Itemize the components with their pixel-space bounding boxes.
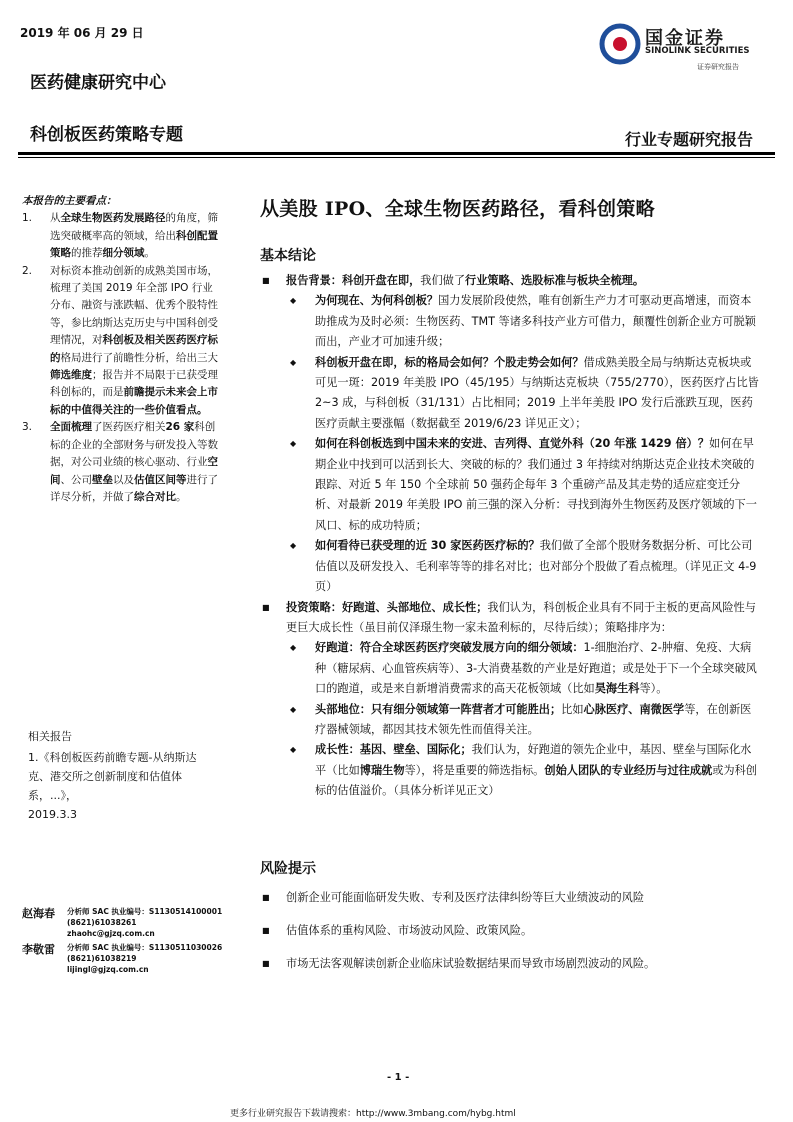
- research-center: 医药健康研究中心: [30, 73, 166, 93]
- highlight-text-run: ；报告并不局限于已获受理科创标的，而是: [50, 369, 218, 399]
- risk-list: [260, 890, 760, 989]
- bullet-text-run: 行业策略、选股标准与板块全梳理。: [465, 274, 645, 287]
- highlight-item: [22, 210, 222, 262]
- sub-bullet-item: [260, 291, 760, 352]
- risk-text: 创新企业可能面临研发失败、专利及医疗法律纠纷等巨大业绩波动的风险: [286, 891, 645, 904]
- highlight-text: [50, 263, 222, 420]
- page-number: - 1 -: [387, 1072, 410, 1083]
- report-type: 行业专题研究报告: [624, 130, 753, 149]
- highlight-text-run: 估值区间等: [134, 473, 187, 486]
- header-divider-thin: [18, 157, 775, 158]
- bullet-text-run: 我们做了: [420, 274, 466, 287]
- sub-bullet-text-run: 借成熟美股全局与纳斯达克板块或可见一斑：2019 年美股 IPO（45/195）与纳斯达克板块（755/2770），医药医疗占比皆 2~3 成，与科创板（31/131）占比相同；2019 上半年美股 IPO 发行后涨跌互现，医药医疗贡献主要涨幅（数据截至 2019/6/23 详见正文）；: [315, 355, 759, 430]
- analyst-sac: 分析师 SAC 执业编号：S1130514100001: [67, 907, 223, 916]
- sub-bullet-text-run: 我们认为，好跑道的领先企业中，基因、壁垒与国际化水平（比如: [315, 743, 752, 777]
- highlight-text-run: 科创板及相关医药医疗标的: [50, 334, 218, 364]
- risk-item: [260, 923, 760, 939]
- highlight-text-run: 对标资本推动创新的成熟美国市场，梳理了美国 2019 年全部 IPO 行业分布、融资与涨跌幅、优秀个股特性等，参比纳斯达克历史与中国科创受理情况，对: [50, 264, 218, 347]
- highlight-text-run: 进行了详尽分析，并做了: [50, 473, 218, 503]
- highlight-text-run: 壁垒: [92, 473, 113, 486]
- risk-text: 估值体系的重构风险、市场波动风险、政策风险。: [286, 924, 533, 937]
- section-risk-heading: 风险提示: [260, 861, 316, 877]
- diamond-bullet-icon: ◆: [290, 439, 297, 449]
- analyst-email[interactable]: lijingl@gjzq.com.cn: [67, 965, 149, 974]
- highlight-number: 3.: [22, 421, 33, 434]
- sub-bullet-text: [315, 536, 760, 597]
- highlight-text-run: 从: [50, 212, 61, 225]
- diamond-bullet-icon: ◆: [290, 357, 297, 367]
- highlight-text-run: 的角度，筛选突破概率高的领域，给出: [50, 212, 218, 242]
- sub-bullet-text-run: 头部地位：只有细分领域第一阵营者才可能胜出；: [315, 702, 562, 716]
- highlight-text-run: 的推荐: [71, 247, 103, 260]
- risk-item: [260, 890, 760, 906]
- related-report-date: 2019.3.3: [28, 808, 77, 821]
- highlight-text-run: 空间: [50, 456, 218, 486]
- company-logo: [598, 22, 768, 78]
- square-bullet-icon: ■: [262, 602, 270, 612]
- diamond-bullet-icon: ◆: [290, 296, 297, 306]
- highlight-text-run: 格局进行了前瞻性分析，给出三大: [60, 351, 218, 364]
- sub-bullet-text-run: 我们做了全部个股财务数据分析、可比公司估值以及研发投入、毛利率等等的排名对比；也对部分个股做了看点梳理。（详见正文 4-9 页）: [315, 539, 757, 594]
- bullet-text-run: 投资策略：好跑道、头部地位、成长性；: [286, 600, 488, 614]
- highlight-text-run: 了医药医疗相关: [92, 421, 166, 434]
- logo-mark-icon: [598, 22, 642, 66]
- sub-bullet-item: [260, 434, 760, 536]
- sub-bullet-text-run: 如何在科创板选到中国未来的安进、吉列得、直觉外科（20 年涨 1429 倍）？: [315, 437, 710, 451]
- logo-text-en: SINOLINK SECURITIES: [645, 46, 750, 56]
- highlight-text-run: 全球生物医药发展路径: [60, 212, 166, 225]
- sub-bullet-text-run: 等，在创新医疗器械领域，都因其技术领先性而值得关注。: [315, 702, 752, 736]
- sub-bullet-text: [315, 353, 760, 435]
- highlight-item: [22, 419, 222, 506]
- sub-bullet-text-run: 或为科创标的估值溢价。（具体分析详见正文）: [315, 763, 757, 798]
- diamond-bullet-icon: ◆: [290, 643, 297, 653]
- bullet-text-run: 我们认为，科创板企业具有不同于主板的更高风险性与更巨大成长性（虽目前仅泽璟生物一家未盈利标的，尽待后续）；策略排序为：: [286, 600, 756, 634]
- sub-bullet-text-run: 如何在早期企业中找到可以活到长大、突破的标的？我们通过 3 年持续对纳斯达克企业技术突破的跟踪、对近 5 年 150 个全球前 50 强药企每年 3 个重磅产品及其走势的适应症变迁分析、对最新 2019 年美股 IPO 前三强的深入分析：寻找到海外生物医药及医疗领域的下一风口、标的成功特质；: [315, 437, 757, 532]
- highlight-text-run: 全面梳理: [50, 421, 92, 434]
- bullet-investment-strategy: [260, 598, 760, 639]
- highlight-text-run: 细分领域: [102, 247, 145, 260]
- diamond-bullet-icon: ◆: [290, 541, 297, 551]
- logo-subtitle: 证券研究报告: [697, 63, 739, 71]
- analyst-phone: (8621)61038219: [67, 954, 137, 963]
- sub-bullet-item: [260, 700, 760, 741]
- highlight-text-run: 科创标的企业的全部财务与研发投入等数据，对公司业绩的核心驱动、行业: [50, 421, 218, 469]
- sub-bullet-item: [260, 536, 760, 597]
- sub-bullet-text-run: 心脉医疗、南微医学: [583, 702, 685, 716]
- sidebar-highlights: [22, 193, 222, 506]
- sub-bullet-text-run: 比如: [561, 702, 584, 716]
- report-date: 2019 年 06 月 29 日: [20, 26, 144, 40]
- sub-bullet-text-run: 博瑞生物: [359, 763, 405, 777]
- highlight-text-run: 前瞻提示未来会上市标的中值得关注的一些价值看点。: [50, 386, 218, 416]
- sub-bullet-text-run: 为何现在、为何科创板？: [315, 294, 439, 308]
- logo-text-cn: 国金证券: [645, 28, 725, 49]
- highlight-text-run: 综合对比: [134, 490, 176, 503]
- highlight-text-run: 以及: [113, 473, 134, 486]
- risk-item: [260, 956, 760, 972]
- sub-bullet-text-run: 1-细胞治疗、2-肿瘤、免疫、大病种（糖尿病、心血管疾病等）、3-大消费基数的产业是好跑道；或是处于下一个全球突破风口的跑道，或是来自新增消费需求的高天花板领域（比如: [315, 641, 757, 696]
- bullet-text-run: 报告背景：科创开盘在即，: [286, 274, 421, 287]
- report-title: 从美股 IPO、全球生物医药路径，看科创策略: [260, 198, 655, 220]
- sub-bullet-item: [260, 638, 760, 699]
- square-bullet-icon: ■: [262, 276, 270, 285]
- sub-bullet-text-run: 科创板开盘在即，标的格局会如何？个股走势会如何？: [315, 355, 584, 369]
- analyst-name: 李敬雷: [22, 943, 55, 956]
- conclusion-body: [260, 271, 760, 802]
- related-report-link[interactable]: 1.《科创板医药前瞻专题-从纳斯达克、港交所之创新制度和估值体系，...》，: [28, 751, 197, 802]
- sub-bullet-text: [315, 700, 760, 741]
- sub-bullet-text-run: 等），将是重要的筛选指标。: [404, 763, 545, 777]
- analyst-email[interactable]: zhaohc@gjzq.com.cn: [67, 929, 155, 938]
- highlight-text-run: 筛选维度: [50, 369, 92, 382]
- footer-download-link[interactable]: 更多行业研究报告下载请搜索：http://www.3mbang.com/hybg.html: [230, 1109, 516, 1119]
- highlight-text-run: 科创配置策略: [50, 229, 218, 260]
- sub-bullet-text-run: 好跑道：符合全球医药医疗突破发展方向的细分领域：: [315, 641, 584, 655]
- square-bullet-icon: ■: [262, 926, 270, 935]
- highlight-number: 2.: [22, 264, 33, 277]
- analyst-sac: 分析师 SAC 执业编号：S1130511030026: [67, 943, 223, 952]
- highlight-text-run: 。: [144, 247, 155, 260]
- highlight-text-run: 、公司: [60, 473, 92, 486]
- sidebar-heading: 本报告的主要看点：: [22, 195, 117, 207]
- highlight-text-run: 。: [176, 490, 187, 503]
- section-conclusion-heading: 基本结论: [260, 248, 316, 264]
- sub-bullet-text-run: 如何看待已获受理的近 30 家医药医疗标的？: [315, 539, 540, 553]
- diamond-bullet-icon: ◆: [290, 745, 297, 755]
- highlight-item: [22, 263, 222, 420]
- bullet-report-background: [260, 271, 760, 291]
- sub-bullet-text: [315, 638, 760, 699]
- sub-bullet-text-run: 国力发展阶段使然，唯有创新生产力才可驱动更高增速，而资本助推成为及时必须：生物医药、TMT 等诸多科技产业方可借力，颠覆性创新企业方可脱颖而出，产业才可加速升级；: [315, 294, 756, 349]
- sub-bullet-text-run: 创始人团队的专业经历与过往成就: [544, 763, 713, 777]
- analyst-name: 赵海春: [22, 907, 55, 920]
- square-bullet-icon: ■: [262, 893, 270, 902]
- sub-bullet-text: [315, 740, 760, 801]
- sub-bullet-item: [260, 353, 760, 435]
- sub-bullet-text-run: 昊海生科: [594, 682, 640, 696]
- highlight-text-run: 26 家: [165, 421, 195, 434]
- sub-bullet-text: [315, 291, 760, 352]
- related-heading: 相关报告: [28, 730, 72, 743]
- sub-bullet-item: [260, 740, 760, 801]
- header-divider: [18, 152, 775, 155]
- related-reports: [28, 727, 218, 824]
- square-bullet-icon: ■: [262, 959, 270, 968]
- highlight-text: [50, 419, 222, 506]
- report-topic: 科创板医药策略专题: [30, 125, 183, 145]
- diamond-bullet-icon: ◆: [290, 704, 297, 714]
- sub-bullet-text: [315, 434, 760, 536]
- highlight-text: [50, 210, 222, 262]
- highlight-number: 1.: [22, 212, 33, 225]
- risk-text: 市场无法客观解读创新企业临床试验数据结果而导致市场剧烈波动的风险。: [286, 957, 656, 970]
- analyst-phone: (8621)61038261: [67, 918, 137, 927]
- sub-bullet-text-run: 成长性：基因、壁垒、国际化；: [315, 743, 472, 757]
- sub-bullet-text-run: 等）。: [639, 682, 668, 696]
